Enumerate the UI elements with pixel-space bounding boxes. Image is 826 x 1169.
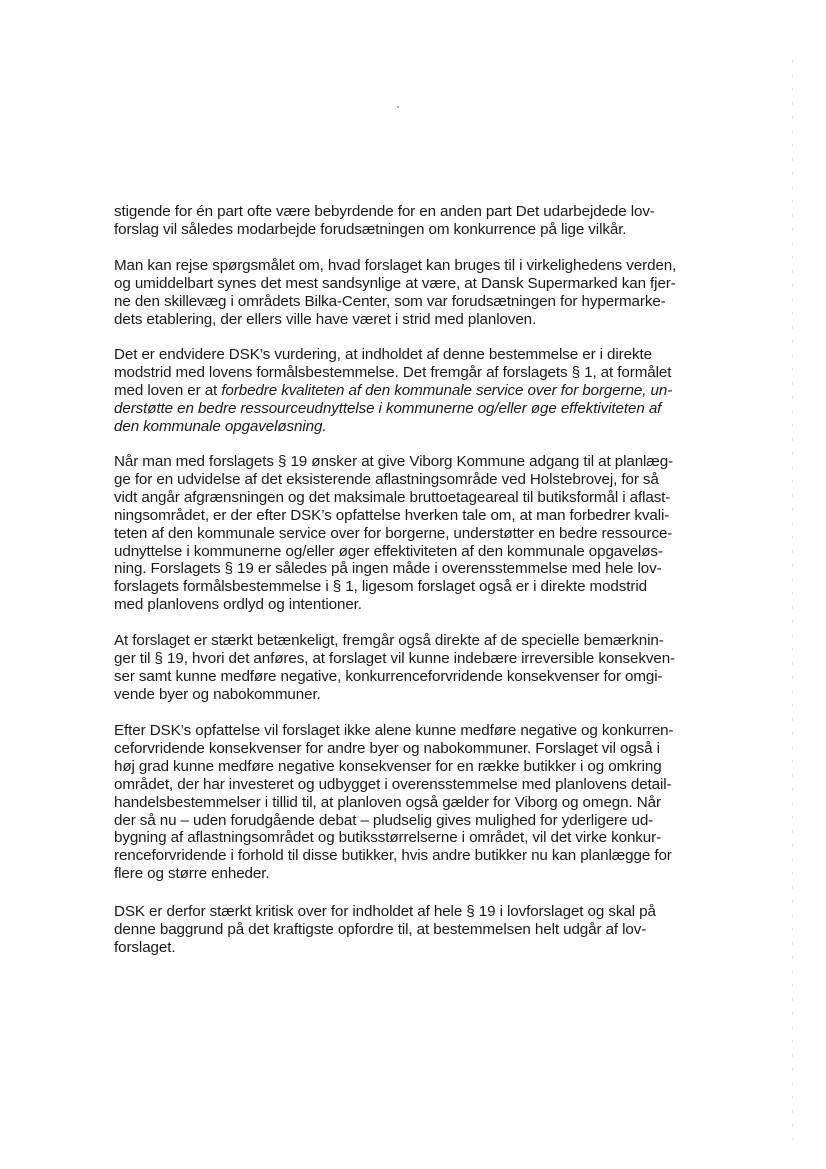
text-line: ne den skillevæg i områdets Bilka-Center, som var forudsætningen for hypermarke- (114, 292, 666, 310)
text-line: ger til § 19, hvori det anføres, at forslaget vil kunne indebære irreversible konsekven- (114, 649, 676, 667)
paragraph-3 (114, 346, 704, 436)
text-line: ceforvridende konsekvenser for andre byer og nabokommuner. Forslaget vil også i (114, 739, 660, 757)
text-segment: med loven er at (114, 381, 222, 399)
scan-edge-line (792, 60, 793, 1140)
paragraph-7 (114, 903, 704, 957)
text-line: forslaget. (114, 938, 176, 956)
text-line: ningsområdet, er der efter DSK’s opfattelse hverken tale om, at man forbedrer kvali- (114, 506, 670, 524)
text-line: dets etablering, der ellers ville have været i strid med planloven. (114, 310, 537, 328)
text-line: modstrid med lovens formålsbestemmelse. Det fremgår af forslagets § 1, at formålet (114, 363, 672, 381)
quoted-purpose-text: forbedre kvaliteten af den kommunale service over for borgerne, un- (221, 381, 673, 399)
text-line: teten af den kommunale service over for borgerne, understøtter en bedre ressource- (114, 524, 673, 542)
text-line: DSK er derfor stærkt kritisk over for indholdet af hele § 19 i lovforslaget og skal på (114, 903, 656, 920)
text-line: renceforvridende i forhold til disse butikker, hvis andre butikker nu kan planlægge for (114, 847, 672, 865)
text-line: høj grad kunne medføre negative konsekvenser for en række butikker i og omkring (114, 757, 662, 775)
text-line: Det er endvidere DSK’s vurdering, at indholdet af denne bestemmelse er i direkte (114, 346, 652, 363)
text-line: flere og større enheder. (114, 865, 270, 883)
text-line: området, der har investeret og udbygget i overensstemmelse med planlovens detail- (114, 775, 672, 793)
text-line: vidt angår afgrænsningen og det maksimale bruttoetageareal til butiksformål i aflast- (114, 488, 671, 506)
text-line: der så nu – uden forudgående debat – pludselig gives mulighed for yderligere ud- (114, 811, 654, 829)
text-line: Man kan rejse spørgsmålet om, hvad forslaget kan bruges til i virkelighedens verden, (114, 257, 677, 274)
text-line: stigende for én part ofte være bebyrdende for en anden part Det udarbejdede lov- (114, 203, 655, 220)
text-line: med planlovens ordlyd og intentioner. (114, 596, 362, 614)
paragraph-5 (114, 632, 704, 704)
text-line: Efter DSK’s opfattelse vil forslaget ikke alene kunne medføre negative og konkurren- (114, 722, 674, 739)
quoted-purpose-text: derstøtte en bedre ressourceudnyttelse i kommunerne og/eller øge effektiviteten af (114, 399, 662, 417)
quoted-purpose-text: den kommunale opgaveløsning. (114, 417, 327, 435)
text-line: vende byer og nabokommuner. (114, 685, 321, 703)
scan-speck (397, 106, 399, 108)
paragraph-6 (114, 722, 704, 883)
text-line: handelsbestemmelser i tillid til, at planloven også gælder for Viborg og omegn. Når (114, 793, 661, 811)
text-line: bygning af aflastningsområdet og butiksstørrelserne i området, vil det virke konkur- (114, 829, 662, 847)
text-line: forslagets formålsbestemmelse i § 1, ligesom forslaget også er i direkte modstrid (114, 578, 647, 596)
paragraph-2 (114, 257, 704, 329)
text-line: og umiddelbart synes det mest sandsynlige at være, at Dansk Supermarked kan fjer- (114, 274, 676, 292)
text-line: forslag vil således modarbejde forudsætningen om konkurrence på lige vilkår. (114, 220, 627, 238)
text-line: ge for en udvidelse af det eksisterende aflastningsområde ved Holstebrovej, for så (114, 470, 659, 488)
paragraph-1 (114, 203, 704, 239)
text-line: denne baggrund på det kraftigste opfordre til, at bestemmelsen helt udgår af lov- (114, 920, 647, 938)
paragraph-4 (114, 453, 704, 614)
text-line: ning. Forslagets § 19 er således på ingen måde i overensstemmelse med hele lov- (114, 560, 662, 578)
text-line: ser samt kunne medføre negative, konkurrenceforvridende konsekvenser for omgi- (114, 667, 663, 685)
text-line: udnyttelse i kommunerne og/eller øger effektiviteten af den kommunale opgaveløs- (114, 542, 663, 560)
text-line: Når man med forslagets § 19 ønsker at give Viborg Kommune adgang til at planlæg- (114, 453, 674, 470)
text-line (114, 382, 704, 400)
text-line: At forslaget er stærkt betænkeligt, fremgår også direkte af de specielle bemærknin- (114, 632, 664, 649)
